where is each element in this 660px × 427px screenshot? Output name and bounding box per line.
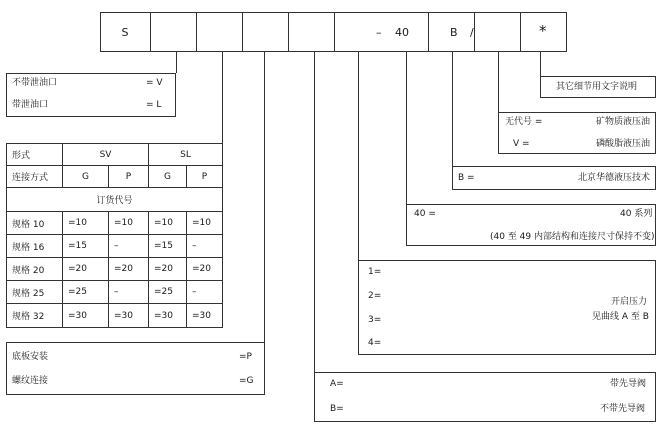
connector-fluid	[498, 52, 499, 112]
connector-pilot	[314, 52, 315, 372]
cracking-code-0: 1=	[368, 267, 382, 277]
conn-3: P	[187, 166, 223, 188]
other-label: 其它细节用文字说明	[556, 82, 638, 92]
code-star: *	[539, 22, 547, 40]
maker-label: 北京华德液压技术	[578, 173, 651, 183]
connector-maker	[452, 52, 453, 166]
maker-code: B =	[458, 173, 475, 183]
header-form: 形式	[7, 144, 63, 166]
mounting-code-1: =G	[239, 376, 254, 386]
seal-label-0: 不带泄油口	[12, 78, 58, 88]
code-dash: –	[376, 26, 382, 39]
mounting-box	[6, 342, 265, 395]
code-cell-mounting	[242, 12, 288, 52]
code-cell-pilot	[288, 12, 334, 52]
mounting-label-1: 螺纹连接	[12, 376, 49, 386]
fluid-label-1: 磷酸脂液压油	[596, 139, 651, 149]
size-0-v2: =10	[149, 212, 187, 235]
fluid-code-1: V =	[513, 139, 530, 149]
size-2: 规格 20	[7, 258, 63, 281]
code-slash: /	[470, 26, 474, 39]
size-3-v1: –	[109, 281, 149, 304]
series-note: (40 至 49 内部结构和连接尺寸保持不变)	[490, 232, 655, 242]
size-1-v1: –	[109, 235, 149, 258]
size-4-v2: =30	[149, 304, 187, 328]
pilot-label-1: 不带先导阀	[600, 404, 646, 414]
pilot-label-0: 带先导阀	[610, 379, 647, 389]
size-3-v0: =25	[63, 281, 109, 304]
seal-code-1: = L	[146, 100, 162, 110]
size-2-v1: =20	[109, 258, 149, 281]
size-3-v3: –	[187, 281, 223, 304]
code-cell-size	[196, 12, 242, 52]
code-maker: B	[450, 26, 458, 39]
size-1-v3: –	[187, 235, 223, 258]
size-1-v2: =15	[149, 235, 187, 258]
connector-mounting	[264, 52, 265, 342]
cracking-code-1: 2=	[368, 291, 382, 301]
connector-seal	[176, 52, 177, 73]
size-4-v0: =30	[63, 304, 109, 328]
header-form-sl: SL	[149, 144, 223, 166]
pilot-code-1: B=	[330, 404, 344, 414]
size-2-v3: =20	[187, 258, 223, 281]
cracking-code-3: 4=	[368, 338, 382, 348]
size-3: 规格 25	[7, 281, 63, 304]
connector-other	[540, 52, 541, 76]
size-0-v1: =10	[109, 212, 149, 235]
cracking-box	[358, 260, 656, 355]
pilot-code-0: A=	[330, 379, 344, 389]
code-cell-s: S	[121, 25, 129, 39]
size-1-v0: =15	[63, 235, 109, 258]
connector-series	[406, 52, 407, 204]
mounting-label-0: 底板安装	[12, 352, 49, 362]
size-4-v3: =30	[187, 304, 223, 328]
size-0: 规格 10	[7, 212, 63, 235]
size-3-v2: =25	[149, 281, 187, 304]
cracking-label-1: 开启压力	[611, 297, 648, 307]
connector-cracking	[358, 52, 359, 260]
cracking-code-2: 3=	[368, 315, 382, 325]
header-form-sv: SV	[63, 144, 149, 166]
size-4: 规格 32	[7, 304, 63, 328]
fluid-code-0: 无代号 =	[505, 117, 543, 127]
conn-0: G	[63, 166, 109, 188]
seal-label-1: 带泄油口	[12, 100, 49, 110]
header-conn: 连接方式	[7, 166, 63, 188]
cracking-label-2: 见曲线 A 至 B	[592, 312, 649, 322]
size-2-v2: =20	[149, 258, 187, 281]
size-0-v3: =10	[187, 212, 223, 235]
size-2-v0: =20	[63, 258, 109, 281]
size-0-v0: =10	[63, 212, 109, 235]
order-code-title: 订货代号	[7, 188, 223, 212]
mounting-code-0: =P	[239, 352, 252, 362]
fluid-label-0: 矿物质液压油	[596, 117, 651, 127]
series-label: 40 系列	[620, 209, 653, 219]
size-1: 规格 16	[7, 235, 63, 258]
series-code: 40 =	[414, 209, 436, 219]
seal-code-0: = V	[146, 78, 163, 88]
code-cell-seal	[150, 12, 196, 52]
conn-2: G	[149, 166, 187, 188]
size-4-v1: =30	[109, 304, 149, 328]
pilot-box	[314, 372, 656, 422]
code-cell-fluid	[474, 12, 520, 52]
conn-1: P	[109, 166, 149, 188]
code-series: 40	[395, 26, 409, 39]
